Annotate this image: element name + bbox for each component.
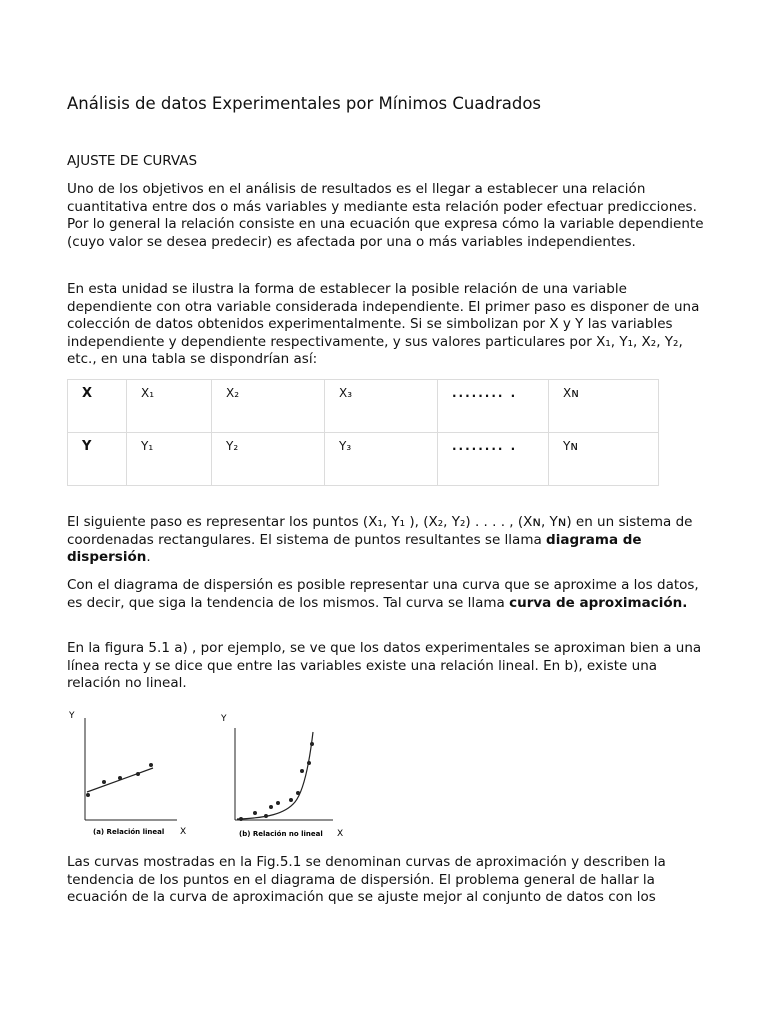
data-point bbox=[264, 814, 268, 818]
figure-a-caption: (a) Relación lineal bbox=[93, 828, 165, 836]
figure-5-1 bbox=[67, 706, 367, 846]
table-cell: Y₃ bbox=[325, 433, 438, 486]
paragraph-3 bbox=[67, 514, 707, 567]
table-row bbox=[68, 433, 659, 486]
p4-text: Con el diagrama de dispersión es posible representar una curva que se aproxime a los datos, es decir, que siga la tendencia de los mismos. Tal curva se llama bbox=[67, 577, 699, 611]
table-cell: ........ . bbox=[438, 433, 549, 486]
table-cell: Y₁ bbox=[127, 433, 212, 486]
table-cell: ........ . bbox=[438, 380, 549, 433]
table-cell: Yɴ bbox=[549, 433, 659, 486]
data-point bbox=[307, 761, 311, 765]
paragraph-2 bbox=[67, 281, 707, 369]
table-cell: Y₂ bbox=[212, 433, 325, 486]
paragraph-4 bbox=[67, 577, 707, 612]
figure-b-x-label: X bbox=[337, 829, 344, 839]
row-header: X bbox=[68, 380, 127, 433]
paragraph-6-text: Las curvas mostradas en la Fig.5.1 se denominan curvas de aproximación y describen la tendencia de los puntos en el diagrama de dispersión. El problema general de hallar la ecuación de la curva de aproximación que se ajuste mejor al conjunto de datos con los bbox=[67, 854, 666, 905]
section-heading: AJUSTE DE CURVAS bbox=[67, 153, 198, 169]
data-point bbox=[276, 801, 280, 805]
data-point bbox=[253, 811, 257, 815]
paragraph-4-text bbox=[67, 577, 707, 612]
table-cell: Xɴ bbox=[549, 380, 659, 433]
data-table bbox=[67, 379, 659, 486]
paragraph-3-text bbox=[67, 514, 707, 567]
figure-b-y-label: Y bbox=[221, 714, 227, 724]
table-cell: X₂ bbox=[212, 380, 325, 433]
figure-b-fit-curve bbox=[237, 732, 313, 819]
data-point bbox=[136, 772, 140, 776]
table-row bbox=[68, 380, 659, 433]
paragraph-1 bbox=[67, 181, 707, 251]
data-point bbox=[310, 742, 314, 746]
data-point bbox=[149, 763, 153, 767]
table-cell: X₁ bbox=[127, 380, 212, 433]
p3-end: . bbox=[146, 549, 151, 565]
data-point bbox=[86, 793, 90, 797]
figure-b bbox=[220, 714, 343, 839]
data-point bbox=[269, 805, 273, 809]
data-point bbox=[289, 798, 293, 802]
paragraph-1-text: Uno de los objetivos en el análisis de resultados es el llegar a establecer una relación cuantitativa entre dos o más variables y mediante esta relación poder efectuar predicciones. Por lo general la relación consiste en una ecuación que expresa cómo la variable dependiente (cuyo valor se desea predecir) es afectada por una o más variables independientes. bbox=[67, 181, 704, 250]
data-point bbox=[300, 769, 304, 773]
data-point bbox=[239, 817, 243, 821]
data-point bbox=[102, 780, 106, 784]
p3-text: El siguiente paso es representar los puntos (X₁, Y₁ ), (X₂, Y₂) . . . . , (Xɴ, Yɴ) en un sistema de coordenadas rectangulares. El sistema de puntos resultantes se llama bbox=[67, 514, 693, 548]
paragraph-2-text: En esta unidad se ilustra la forma de establecer la posible relación de una variable dependiente con otra variable considerada independiente. El primer paso es disponer de una colección de datos obtenidos experimentalmente. Si se simbolizan por X y Y las variables independiente y dependiente respectivamente, y sus valores particulares por X₁, Y₁, X₂, Y₂, etc., en una tabla se dispondrían así: bbox=[67, 281, 700, 367]
row-header: Y bbox=[68, 433, 127, 486]
paragraph-5-text: En la figura 5.1 a) , por ejemplo, se ve que los datos experimentales se aproximan bien a una línea recta y se dice que entre las variables existe una relación lineal. En b), existe una relación no lineal. bbox=[67, 640, 702, 691]
figure-diagrams bbox=[67, 706, 367, 846]
paragraph-5 bbox=[67, 640, 707, 693]
table-cell: X₃ bbox=[325, 380, 438, 433]
data-point bbox=[296, 791, 300, 795]
figure-a bbox=[68, 711, 186, 837]
term-approx-curve: curva de aproximación. bbox=[509, 594, 688, 611]
page-title: Análisis de datos Experimentales por Mínimos Cuadrados bbox=[67, 94, 542, 113]
figure-a-y-label: Y bbox=[69, 711, 75, 721]
term-scatter-diagram: diagrama de dispersión bbox=[67, 531, 642, 565]
figure-b-caption: (b) Relación no lineal bbox=[239, 830, 323, 838]
data-point bbox=[118, 776, 122, 780]
paragraph-6 bbox=[67, 854, 707, 907]
figure-a-x-label: X bbox=[180, 827, 187, 837]
